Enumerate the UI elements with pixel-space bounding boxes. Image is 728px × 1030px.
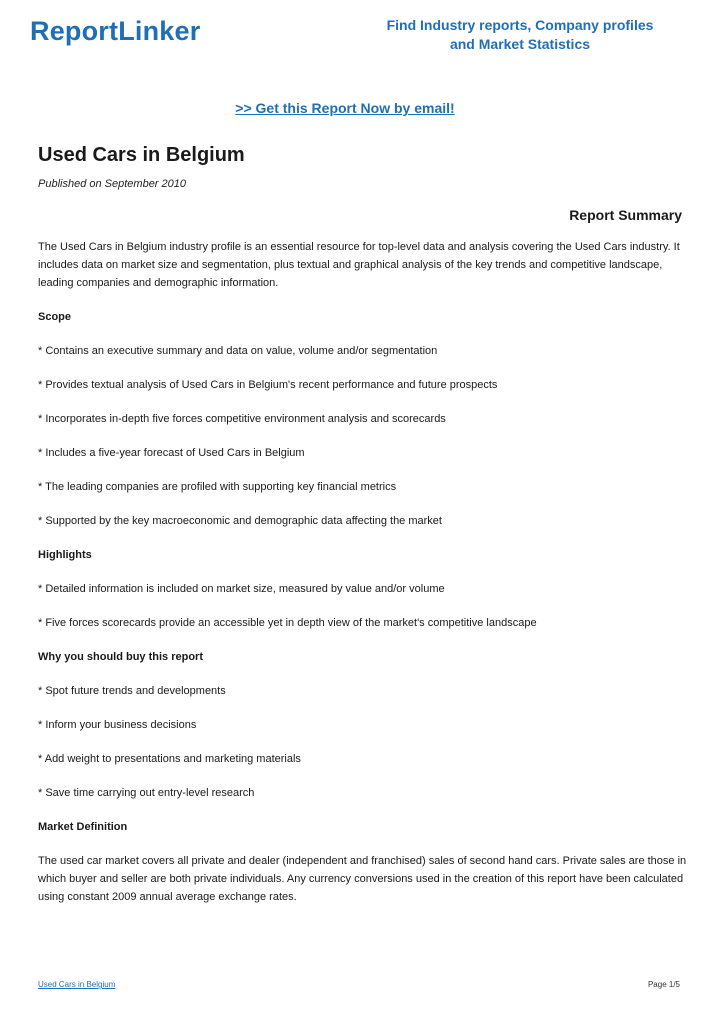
intro-paragraph: The Used Cars in Belgium industry profile is an essential resource for top-level data and analysis covering the Used Cars industry. It includes data on market size and segmentation, plus textual and graphical analysis of the key trends and competitive landscape, leading companies and demographic information. bbox=[38, 241, 680, 289]
market-definition-heading: Market Definition bbox=[38, 821, 128, 833]
scope-item: * Contains an executive summary and data on value, volume and/or segmentation bbox=[38, 345, 438, 357]
why-buy-item: * Save time carrying out entry-level research bbox=[38, 787, 255, 799]
why-buy-item: * Spot future trends and developments bbox=[38, 685, 226, 697]
highlight-item: * Five forces scorecards provide an accessible yet in depth view of the market's competitive landscape bbox=[38, 617, 537, 629]
highlight-item: * Detailed information is included on market size, measured by value and/or volume bbox=[38, 583, 445, 595]
report-body bbox=[38, 238, 688, 922]
report-summary-heading: Report Summary bbox=[569, 207, 682, 223]
scope-item: * Supported by the key macroeconomic and demographic data affecting the market bbox=[38, 515, 442, 527]
tagline-line-2: and Market Statistics bbox=[449, 36, 591, 52]
why-buy-item: * Add weight to presentations and marketing materials bbox=[38, 753, 301, 765]
scope-item: * Provides textual analysis of Used Cars in Belgium's recent performance and future prospects bbox=[38, 379, 498, 391]
get-report-link[interactable]: >> Get this Report Now by email! bbox=[235, 100, 455, 116]
scope-item: * The leading companies are profiled with supporting key financial metrics bbox=[38, 481, 397, 493]
report-title: Used Cars in Belgium bbox=[38, 144, 245, 166]
reportlinker-logo[interactable]: ReportLinker bbox=[30, 16, 201, 46]
header-tagline bbox=[370, 16, 670, 54]
page-number: Page 1/5 bbox=[647, 980, 680, 989]
why-buy-heading: Why you should buy this report bbox=[38, 651, 203, 663]
published-date: Published on September 2010 bbox=[38, 178, 186, 190]
market-definition-paragraph: The used car market covers all private and dealer (independent and franchised) sales of second hand cars. Private sales are those in which buyer and seller are both private individuals. Any currency conversions used in the creation of this report have been calculated using constant 2009 annual average exchange rates. bbox=[38, 855, 687, 903]
scope-item: * Incorporates in-depth five forces competitive environment analysis and scorecards bbox=[38, 413, 446, 425]
scope-item: * Includes a five-year forecast of Used Cars in Belgium bbox=[38, 447, 305, 459]
highlights-heading: Highlights bbox=[38, 549, 92, 561]
scope-heading: Scope bbox=[38, 311, 72, 323]
tagline-line-1: Find Industry reports, Company profiles bbox=[386, 17, 654, 33]
footer-report-link[interactable]: Used Cars in Belgium bbox=[38, 980, 116, 989]
why-buy-item: * Inform your business decisions bbox=[38, 719, 197, 731]
